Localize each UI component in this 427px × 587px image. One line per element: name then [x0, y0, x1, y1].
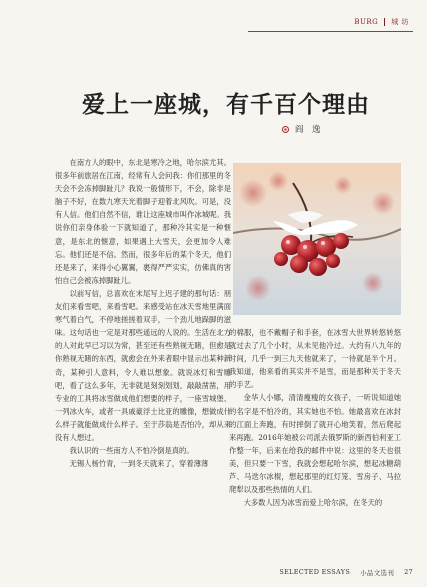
right-column: [229, 326, 401, 509]
paragraph: 无锡人杨竹青，一到冬天就来了，穿着薄薄: [69, 459, 209, 469]
article-title: 爱上一座城，有千百个理由: [82, 91, 370, 118]
header-rule: [248, 31, 413, 32]
left-column: [55, 156, 231, 470]
paragraph: 在南方人的眼中，东北是寒冷之地，哈尔滨尤其。很多年前旅居在江南，经常有人会问我：你们那里的冬天会不会冻掉脚趾儿？我说一般情形下，不会，除非是脑子不好，在数九寒天光着脚子迎着北风吹。可是，没有人信。他们自然不信，谁让这座城市叫作冰城呢。我说你们亲身体验一下就知道了，那种冷其实是一种惬意，是东北的惬意，如果遇上大雪天，会更加令人难忘。他们还是不信。然而，很多年后的某个冬天，他们还是来了，来得小心翼翼，裹得严严实实，仿佛真的害怕自己会被冻掉脚趾儿。: [55, 158, 231, 285]
paragraph: 金华人小娜，清清瘦瘦的女孩子，一听说知道她的名字是不怕冷的，其实她也不怕。她最喜欢在冰封的江面上奔跑，有时摔倒了就开心地笑着，然后爬起来再跑。2016年她被公司派去俄罗斯的新西伯利亚工作整一年，后来在给我的邮件中说：这里的冬天也很美，但只要一下雪，我就会想起哈尔滨，想起冰糖葫芦、马迭尔冰棍，想起那里的红灯笼、雪房子、马拉爬犁以及那些热情的人们。: [229, 393, 401, 495]
paragraph: 我认识的一些南方人不怕冷倒是真的。: [69, 446, 194, 456]
author-name: 阎 逸: [295, 125, 321, 135]
section-tag: [354, 17, 409, 27]
photo-illustration: [233, 163, 401, 315]
page-number: 27: [404, 568, 413, 576]
magazine-name-cn: 小品文选刊: [360, 569, 395, 577]
magazine-name-en: SELECTED ESSAYS: [279, 568, 351, 576]
section-name: 城 坊: [391, 18, 409, 26]
author-byline: [282, 123, 321, 135]
snow-berries-photo: [233, 163, 401, 315]
section-code: BURG: [354, 18, 379, 26]
section-divider: [384, 18, 385, 26]
paragraph: 大多数人因为冰雪而爱上哈尔滨，在冬天的: [243, 498, 383, 508]
author-bullet-icon: [282, 126, 289, 133]
paragraph: 的棉服，也不戴帽子和手套，在冰雪大世界转悠转悠就过去了几个小时，从未见他冷过。大约有八九年的时间，几乎一到三九天他就来了，一待就是半个月。我知道，他来看的其实并不是雪，而是那种关于冬天的手艺。: [229, 328, 401, 390]
page-footer: [279, 568, 413, 577]
paragraph: 以前写信，总喜欢在末尾写上迟子建的那句话：朋友们来看雪吧，来看雪吧。来感受站在冰天雪地里满面寒气着白气，不停地搓搓着双手，一个劲儿地跺脚的滋味。这句话也一定是对那些遥远的人说的。生活在北方的人对此早已习以为常，甚至还有些熟视无睹，但愈是你熟视无睹的东西，就愈会在外来者眼中显示出某种新奇，某种引人意料，令人难以想象。就说冰灯和雪雕吧，看了这么多年，无非就是刻刻划划，敲敲凿凿，用专业的工具将冰雪做成他们想要的样子，一座雪城堡、一列冰火车，或者一具戚豪浮士比亚的雕像，想做成什么样子就能做成什么样子。至于莎翁是否怕冷，却从来没有人想过。: [55, 288, 231, 442]
